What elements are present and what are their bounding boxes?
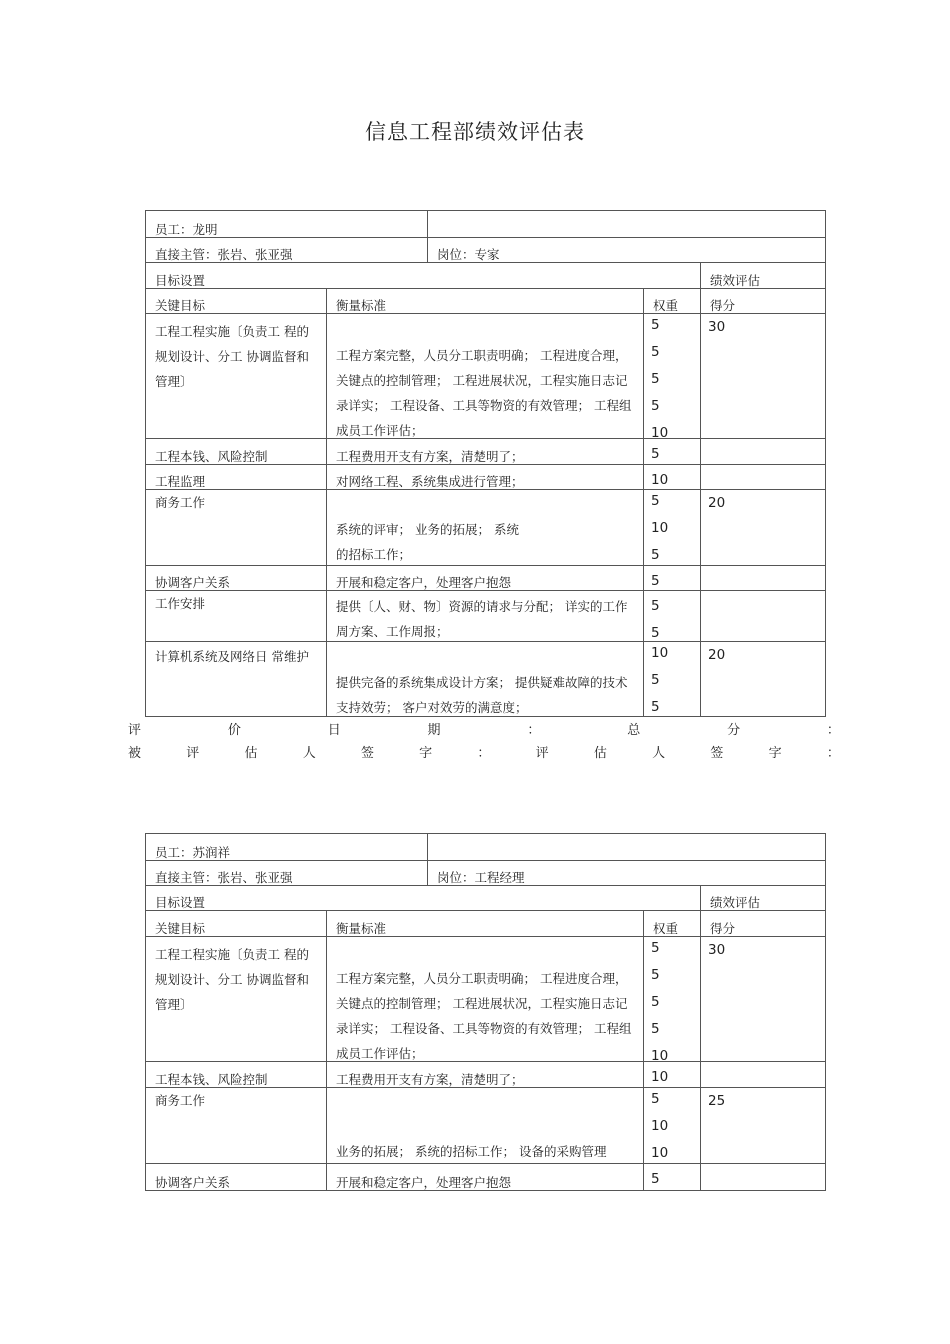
- measure-cell: [326, 642, 643, 716]
- weight-value: 5: [651, 344, 660, 360]
- score-header-cell: [700, 911, 825, 936]
- measure-text: 工程费用开支有方案，清楚明了；: [336, 449, 524, 464]
- sig-char: ：: [527, 723, 541, 738]
- weight-value: 10: [651, 1118, 669, 1134]
- key-goal-text: 协调客户关系: [155, 1175, 231, 1190]
- key-goal-text: 计算机系统及网络日 常维护: [155, 649, 309, 664]
- measure-text: 系统的评审； 业务的拓展； 系统的招标工作；: [336, 522, 519, 562]
- weight-value: 5: [651, 1021, 660, 1037]
- supervisor-label: 直接主管：张岩、张亚强: [155, 870, 293, 885]
- sig-char: 估: [244, 746, 258, 761]
- evaluation-form-2: [145, 833, 826, 1191]
- score-cell: [700, 1062, 825, 1087]
- measure-cell: [326, 566, 643, 590]
- weight-value: 5: [651, 573, 660, 589]
- score-value: 20: [708, 495, 726, 511]
- measure-header-cell: [326, 911, 643, 936]
- weight-cell: [643, 1088, 700, 1163]
- key-goal-cell: [146, 937, 326, 1061]
- weight-value: 10: [651, 520, 669, 536]
- key-goal-text: 工程监理: [155, 474, 206, 489]
- weight-value: 5: [651, 1171, 660, 1187]
- employee-blank-cell: [427, 834, 825, 860]
- score-cell: [700, 465, 825, 489]
- weight-value: 10: [651, 1145, 669, 1161]
- goal-setting-row: [145, 262, 826, 288]
- score-cell: [700, 937, 825, 1061]
- table-row: [145, 313, 826, 438]
- sig-char: 评: [535, 746, 549, 761]
- weight-value: 10: [651, 1048, 669, 1061]
- position-label: 岗位：专家: [437, 247, 500, 262]
- key-goal-text: 商务工作: [155, 1093, 206, 1108]
- sig-char: ：: [477, 746, 491, 761]
- measure-text: 工程方案完整，人员分工职责明确； 工程进度合理，关键点的控制管理； 工程进展状况，工程实施日志记录详实； 工程设备、工具等物资的有效管理； 工程组成员工作评估；: [336, 971, 632, 1061]
- evaluation-date-total-line: [128, 719, 840, 738]
- employee-blank-cell: [427, 211, 825, 237]
- weight-cell: [643, 439, 700, 464]
- score-cell: [700, 490, 825, 565]
- key-goal-text: 工程工程实施〔负责工 程的规划设计、分工 协调监督和管理〕: [155, 947, 309, 1012]
- weight-value: 10: [651, 645, 669, 661]
- sig-char: 人: [652, 746, 666, 761]
- score-header: 得分: [710, 298, 736, 313]
- key-goal-text: 工程本钱、风险控制: [155, 1072, 268, 1087]
- weight-value: 10: [651, 472, 669, 488]
- score-cell: [700, 1088, 825, 1163]
- measure-text: 提供完备的系统集成设计方案； 提供疑难故障的技术支持效劳； 客户对效劳的满意度；: [336, 675, 628, 715]
- weight-cell: [643, 566, 700, 590]
- weight-cell: [643, 591, 700, 641]
- measure-text: 提供〔人、财、物〕资源的请求与分配； 详实的工作周方案、工作周报；: [336, 599, 628, 639]
- score-cell: [700, 439, 825, 464]
- signature-line: [128, 742, 840, 761]
- employee-label: 员工：龙明: [155, 222, 218, 237]
- performance-eval-cell: [700, 263, 825, 288]
- position-cell: [427, 861, 825, 885]
- weight-value: 10: [651, 425, 669, 438]
- measure-text: 业务的拓展； 系统的招标工作； 设备的采购管理: [336, 1144, 607, 1159]
- sig-char: 签: [710, 746, 724, 761]
- measure-cell: [326, 439, 643, 464]
- employee-row: [145, 210, 826, 237]
- page-title: 信息工程部绩效评估表: [365, 120, 585, 144]
- weight-value: 5: [651, 672, 660, 688]
- sig-char: 字: [419, 746, 433, 761]
- score-cell: [700, 314, 825, 438]
- table-row: [145, 565, 826, 590]
- column-header-row: [145, 910, 826, 936]
- sig-char: 字: [768, 746, 782, 761]
- score-cell: [700, 642, 825, 716]
- supervisor-row: [145, 237, 826, 262]
- weight-value: 5: [651, 598, 660, 614]
- measure-text: 工程方案完整，人员分工职责明确； 工程进度合理，关键点的控制管理； 工程进展状况，工程实施日志记录详实； 工程设备、工具等物资的有效管理； 工程组成员工作评估；: [336, 348, 632, 438]
- score-value: 30: [708, 319, 726, 335]
- table-row: [145, 489, 826, 565]
- column-header-row: [145, 288, 826, 313]
- sig-char: 签: [360, 746, 374, 761]
- evaluation-form-1: [145, 210, 826, 717]
- measure-cell: [326, 1088, 641, 1163]
- weight-header-cell: [643, 289, 700, 313]
- measure-text: 工程费用开支有方案，清楚明了；: [336, 1072, 524, 1087]
- table-row: [145, 1087, 826, 1163]
- position-label: 岗位：工程经理: [437, 870, 525, 885]
- measure-cell: [326, 1164, 643, 1190]
- performance-eval-label: 绩效评估: [710, 895, 761, 910]
- key-goal-text: 工程工程实施〔负责工 程的规划设计、分工 协调监督和管理〕: [155, 324, 309, 389]
- key-goal-cell: [146, 314, 326, 438]
- employee-row: [145, 833, 826, 860]
- measure-header: 衡量标准: [336, 298, 387, 313]
- sig-char: 评: [186, 746, 200, 761]
- measure-cell: [326, 490, 643, 565]
- key-goal-text: 工程本钱、风险控制: [155, 449, 268, 464]
- key-goal-cell: [146, 490, 326, 565]
- sig-char: ：: [826, 723, 840, 738]
- employee-label: 员工：苏润祥: [155, 845, 231, 860]
- key-goal-header: 关键目标: [155, 921, 206, 936]
- weight-value: 5: [651, 625, 660, 641]
- measure-cell: [326, 591, 643, 641]
- sig-char: 日: [327, 723, 341, 738]
- weight-value: 5: [651, 317, 660, 333]
- weight-value: 5: [651, 371, 660, 387]
- weight-value: 5: [651, 994, 660, 1010]
- score-cell: [700, 566, 825, 590]
- weight-value: 5: [651, 967, 660, 983]
- sig-char: ：: [826, 746, 840, 761]
- weight-value: 5: [651, 493, 660, 509]
- table-row: [145, 1163, 826, 1191]
- position-cell: [427, 238, 825, 262]
- measure-header-cell: [326, 289, 643, 313]
- key-goal-cell: [146, 1088, 326, 1163]
- key-goal-header: 关键目标: [155, 298, 206, 313]
- table-row: [145, 590, 826, 641]
- sig-char: 期: [427, 723, 441, 738]
- weight-cell: [643, 490, 700, 565]
- weight-value: 5: [651, 940, 660, 956]
- weight-header-cell: [643, 911, 700, 936]
- score-value: 25: [708, 1093, 726, 1109]
- sig-char: 估: [593, 746, 607, 761]
- measure-cell: [326, 314, 643, 438]
- measure-cell: [326, 937, 643, 1061]
- measure-header: 衡量标准: [336, 921, 387, 936]
- goal-setting-label: 目标设置: [155, 895, 206, 910]
- key-goal-cell: [146, 642, 326, 716]
- weight-cell: [643, 314, 700, 438]
- table-row: [145, 464, 826, 489]
- table-row: [145, 1061, 826, 1087]
- measure-cell: [326, 465, 643, 489]
- key-goal-text: 协调客户关系: [155, 575, 231, 590]
- measure-cell: [326, 1062, 643, 1087]
- sig-char: 分: [727, 723, 741, 738]
- weight-header: 权重: [653, 298, 679, 313]
- weight-value: 5: [651, 699, 660, 715]
- table-row: [145, 438, 826, 464]
- supervisor-row: [145, 860, 826, 885]
- performance-eval-label: 绩效评估: [710, 273, 761, 288]
- goal-setting-label: 目标设置: [155, 273, 206, 288]
- weight-cell: [643, 1164, 700, 1190]
- key-goal-text: 商务工作: [155, 495, 206, 510]
- weight-value: 5: [651, 446, 660, 462]
- measure-text: 开展和稳定客户，处理客户抱怨: [336, 575, 512, 590]
- weight-cell: [643, 1062, 700, 1087]
- score-header-cell: [700, 289, 825, 313]
- table-row: [145, 936, 826, 1061]
- key-goal-cell: [146, 591, 326, 641]
- sig-char: 总: [627, 723, 641, 738]
- supervisor-label: 直接主管：张岩、张亚强: [155, 247, 293, 262]
- sig-char: 被: [128, 746, 142, 761]
- sig-char: 价: [227, 723, 241, 738]
- weight-cell: [643, 642, 700, 716]
- weight-cell: [643, 937, 700, 1061]
- score-value: 20: [708, 647, 726, 663]
- sig-char: 人: [302, 746, 316, 761]
- weight-value: 5: [651, 547, 660, 563]
- score-value: 30: [708, 942, 726, 958]
- score-cell: [700, 1164, 825, 1190]
- weight-header: 权重: [653, 921, 679, 936]
- measure-text: 对网络工程、系统集成进行管理；: [336, 474, 524, 489]
- table-row: [145, 641, 826, 717]
- goal-setting-row: [145, 885, 826, 910]
- sig-char: 评: [128, 723, 142, 738]
- measure-text: 开展和稳定客户，处理客户抱怨: [336, 1175, 512, 1190]
- weight-value: 10: [651, 1069, 669, 1085]
- weight-value: 5: [651, 398, 660, 414]
- weight-value: 5: [651, 1091, 660, 1107]
- weight-cell: [643, 465, 700, 489]
- key-goal-text: 工作安排: [155, 596, 206, 611]
- performance-eval-cell: [700, 886, 825, 910]
- score-header: 得分: [710, 921, 736, 936]
- score-cell: [700, 591, 825, 641]
